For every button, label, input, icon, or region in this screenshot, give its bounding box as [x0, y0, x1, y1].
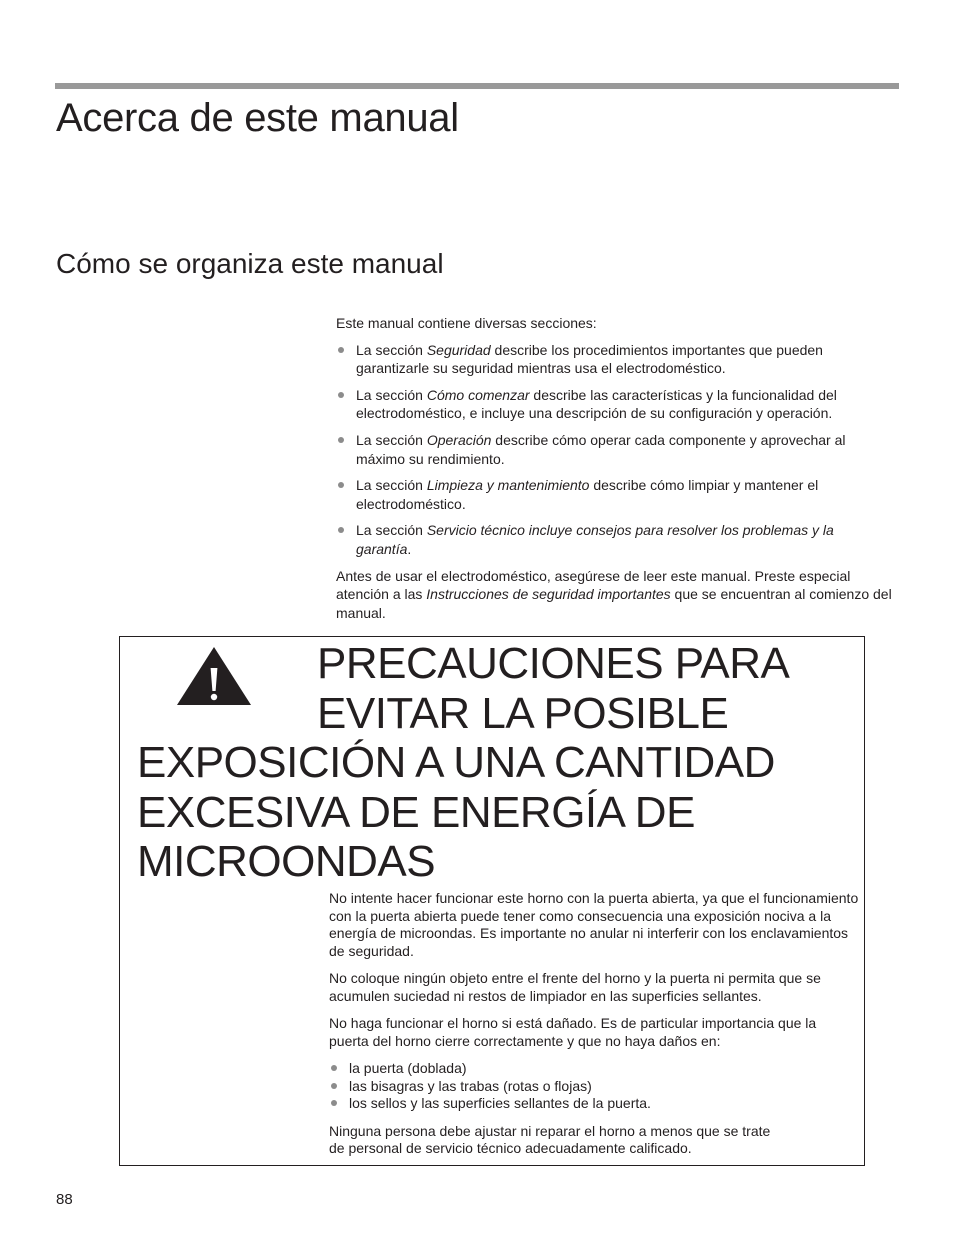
warning-title-line: PRECAUCIONES PARA [317, 639, 790, 688]
microwave-warning-box [119, 636, 865, 1166]
warning-title-line: MICROONDAS [137, 837, 436, 886]
warning-body [329, 890, 859, 1168]
damage-list [329, 1060, 859, 1113]
list-item: las bisagras y las trabas (rotas o flojas) [329, 1078, 859, 1096]
warning-paragraph: No haga funcionar el horno si está dañado. Es de particular importancia que la puerta del horno cierre correctamente y que no haya daños en: [329, 1015, 817, 1049]
organization-closing: Antes de usar el electrodoméstico, asegúrese de leer este manual. Preste especial atención a las Instrucciones de seguridad importantes que se encuentran al comienzo del manual. [336, 567, 892, 621]
warning-title-line: EXCESIVA DE ENERGÍA DE [137, 787, 695, 837]
organization-intro: Este manual contiene diversas secciones: [336, 315, 597, 331]
list-item: La sección Cómo comenzar describe las características y la funcionalidad del electrodoméstico, e incluye una descripción de su configuración y operación. [336, 386, 892, 423]
list-item: la puerta (doblada) [329, 1060, 859, 1078]
warning-title-line: EVITAR LA POSIBLE [317, 688, 729, 738]
section-list [336, 341, 892, 559]
list-item: La sección Limpieza y mantenimiento describe cómo limpiar y mantener el electrodoméstico. [336, 476, 892, 513]
list-item: La sección Servicio técnico incluye consejos para resolver los problemas y la garantía. [336, 521, 892, 558]
list-item: La sección Seguridad describe los procedimientos importantes que pueden garantizarle su seguridad mientras usa el electrodoméstico. [336, 341, 892, 378]
warning-paragraph: No intente hacer funcionar este horno con la puerta abierta, ya que el funcionamiento con la puerta abierta puede tener como consecuencia una exposición nociva a la energía de microondas. Es importante no anular ni interferir con los enclavamientos de seguridad. [329, 890, 859, 959]
warning-title [137, 639, 857, 887]
warning-final-paragraph: Ninguna persona debe ajustar ni reparar el horno a menos que se trate de personal de servicio técnico adecuadamente calificado. [329, 1122, 771, 1156]
list-item: los sellos y las superficies sellantes de la puerta. [329, 1095, 859, 1113]
warning-paragraph: No coloque ningún objeto entre el frente del horno y la puerta ni permita que se acumulen suciedad ni restos de limpiador en las superficies sellantes. [329, 970, 821, 1004]
page-number: 88 [56, 1191, 73, 1208]
section-title: Cómo se organiza este manual [56, 248, 444, 279]
page-title: Acerca de este manual [56, 96, 459, 140]
top-rule [55, 83, 899, 89]
warning-title-line: EXPOSICIÓN A UNA CANTIDAD [137, 738, 775, 787]
list-item: La sección Operación describe cómo operar cada componente y aprovechar al máximo su rendimiento. [336, 431, 892, 468]
organization-content [336, 314, 892, 630]
